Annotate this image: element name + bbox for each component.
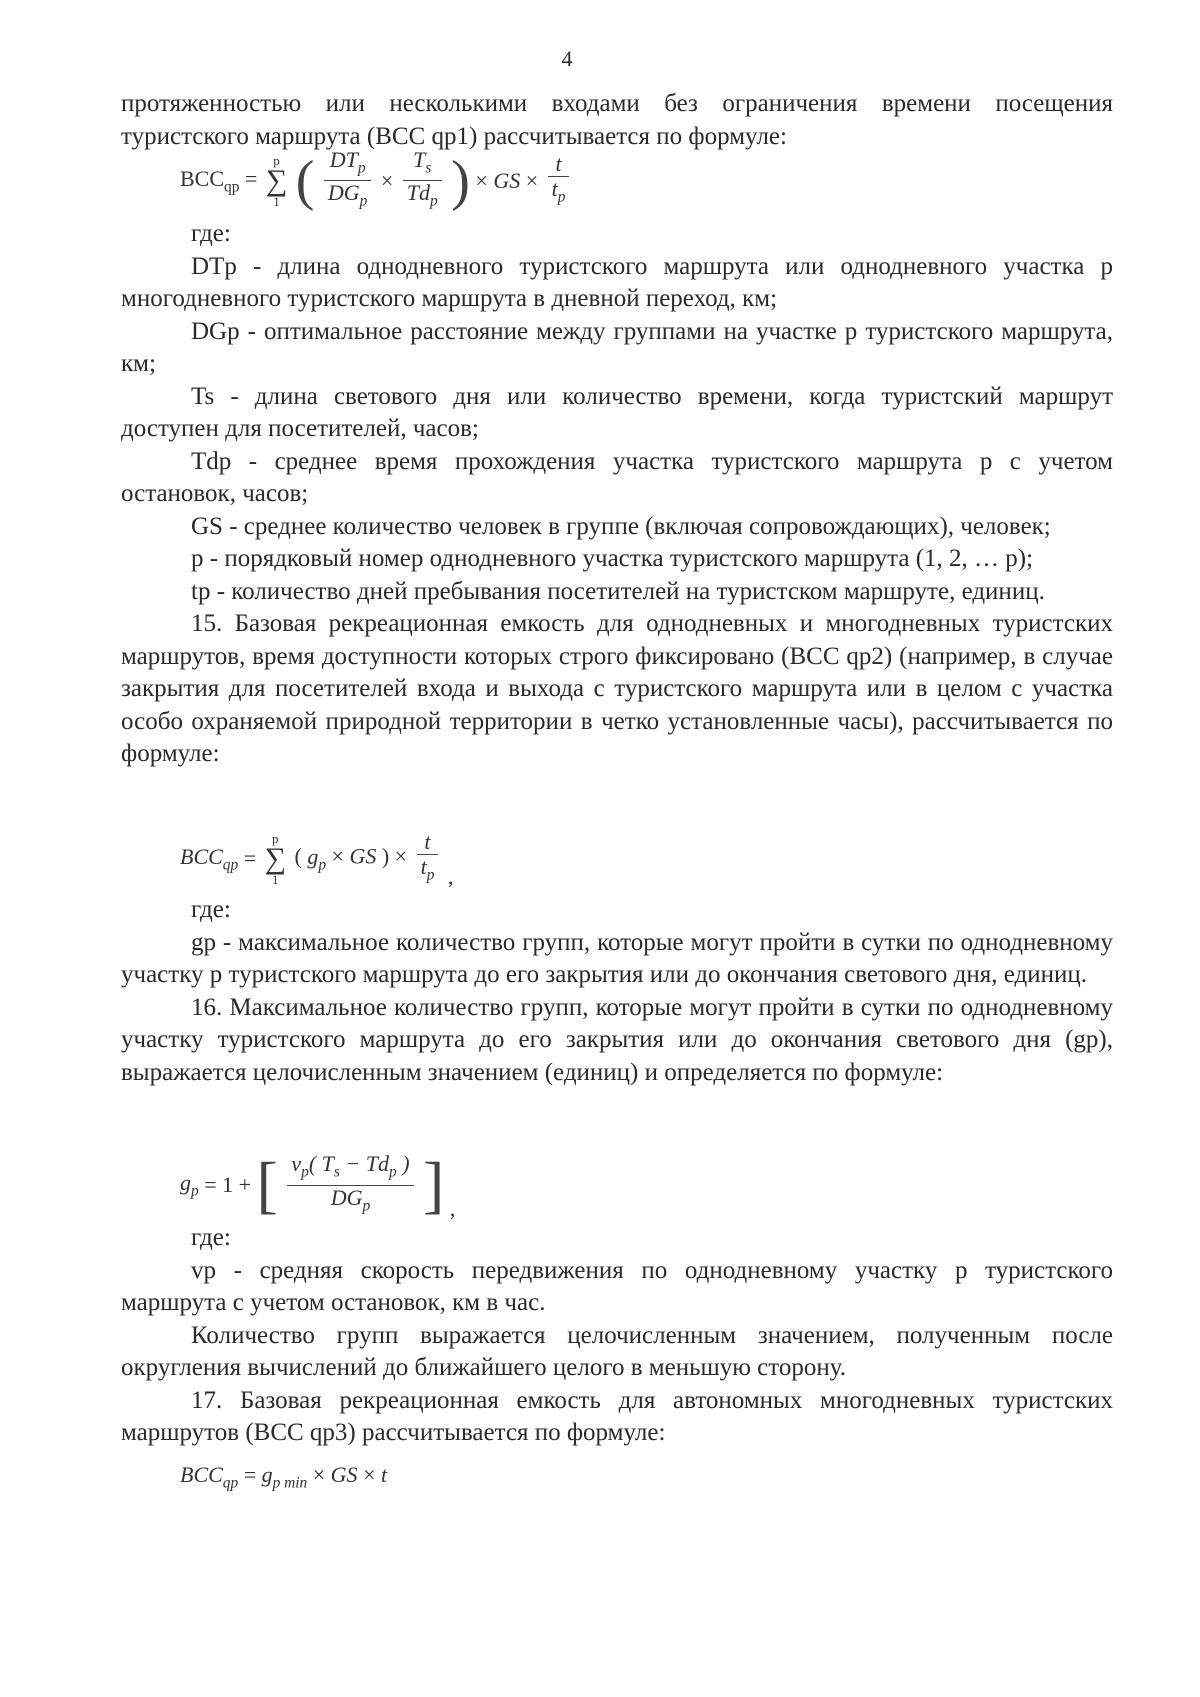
where-label: где: [191,896,231,923]
where-label: где: [191,1224,231,1251]
page-number: 4 [561,46,573,71]
section-16: 16. Максимальное количество групп, которые могут пройти в сутки по однодневному участку туристского маршрута до его закрытия или до окончания светового дня (gр), выражается целочисленным значением (единиц) и определяется по формуле: [121,993,1113,1086]
paragraph: протяженностью или несколькими входами без ограничения времени посещения туристского маршрута (BCC qp1) рассчитывается по формуле: [121,90,1113,150]
definitions-block-3 [121,1222,1113,1450]
def-dgp: DGр - оптимальное расстояние между группами на участке р туристского маршрута, км; [121,317,1113,377]
def-p: р - порядковый номер однодневного участка туристского маршрута (1, 2, … р); [191,545,1034,572]
where-label: где: [191,220,231,247]
def-dtp: DTр - длина однодневного туристского маршрута или однодневного участка р многодневного туристского маршрута в дневной переход, км; [121,252,1113,312]
def-gp: gр - максимальное количество групп, которые могут пройти в сутки по однодневному участку р туристского маршрута до его закрытия или до окончания светового дня, единиц. [121,928,1113,988]
section-15: 15. Базовая рекреационная емкость для однодневных и многодневных туристских маршрутов, время доступности которых строго фиксировано (BCC qp2) (например, в случае закрытия для посетителей входа и выхода с туристского маршрута или в целом с участка особо охраняемой природной территории в четко установленные часы), рассчитывается по формуле: [121,610,1113,767]
def-tp: tр - количество дней пребывания посетителей на туристском маршруте, единиц. [191,577,1045,605]
section-17: 17. Базовая рекреационная емкость для автономных многодневных туристских маршрутов (BCC qp3) рассчитывается по формуле: [121,1386,1113,1446]
def-vp: vр - средняя скорость передвижения по однодневному участку р туристского маршрута с учетом остановок, км в час. [121,1256,1113,1316]
def-gs: GS - среднее количество человек в группе (включая сопровождающих), человек; [191,512,1051,540]
def-ts: Ts - длина светового дня или количество времени, когда туристский маршрут доступен для посетителей, часов; [121,382,1113,442]
formula-gp: $g_p = 1$ + [ $\frac{v_p( T_s - Td_p )}{DG_p}$ ] , [180,1149,456,1221]
definitions-block-2 [121,894,1113,1089]
rounding-note: Количество групп выражается целочисленным значением, полученным после округления вычислений до ближайшего целого в меньшую сторону. [121,1321,1113,1381]
formula-bcc-qp2: $BCC_{qp} = p$ ∑ 1 ( $g_p$ × GS ) × $\frac{t}{t_p}$ , [180,829,454,889]
formula-bcc-qp3: $BCC_{qp} = g_{p min}$ × GS × t [180,1462,388,1492]
formula-bcc-qp1: $BCC_{qp} = p$ ∑ 1 ( $\frac{DT_p}{DG_p}$ × $\frac{T_s}{Td_p}$ ) × GS × $\frac{t}{t_p}$ [180,148,573,214]
intro-text [121,88,1113,153]
definitions-block-1 [121,218,1113,771]
def-tdp: Tdр - среднее время прохождения участка туристского маршрута р с учетом остановок, часов; [121,447,1113,507]
